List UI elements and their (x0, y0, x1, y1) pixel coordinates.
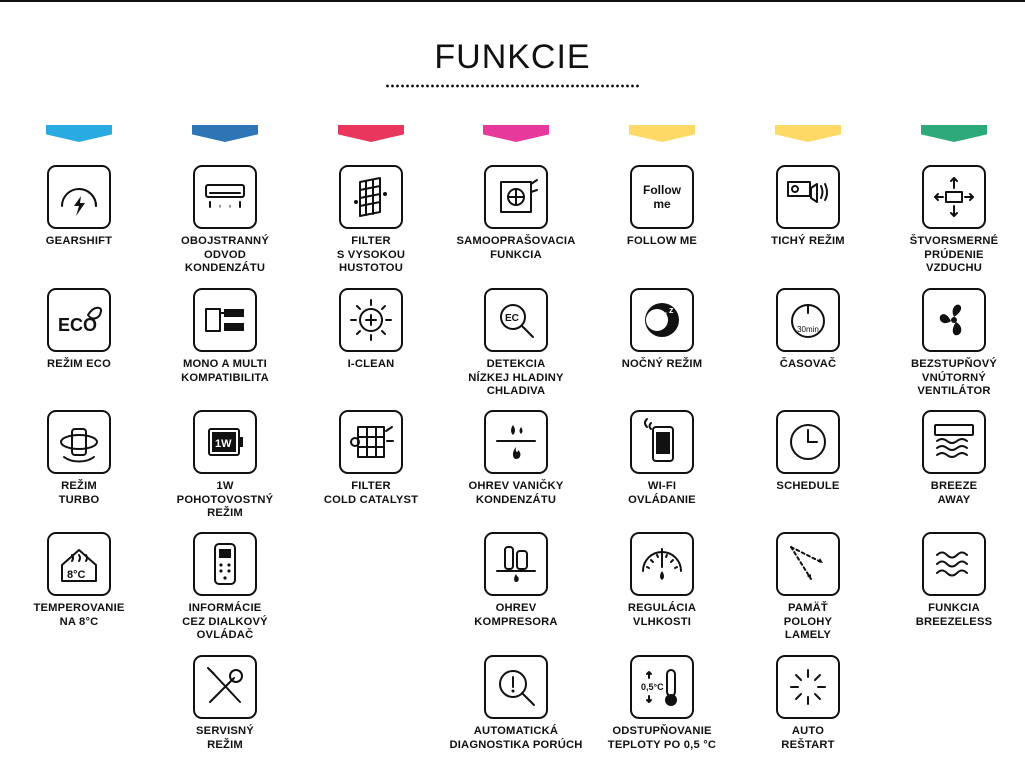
remote-control-icon (193, 532, 257, 596)
feature-label: REŽIM TURBO (58, 480, 100, 506)
feature-label: MONO A MULTI KOMPATIBILITA (181, 358, 269, 384)
feature-column (6, 125, 152, 765)
feature-label: FUNKCIA BREEZELESS (915, 602, 993, 628)
feature-item (443, 410, 589, 507)
color-ribbon (338, 125, 404, 142)
feature-item (152, 288, 298, 385)
color-ribbon (192, 125, 258, 142)
gearshift-icon (47, 165, 111, 229)
feature-item (152, 165, 298, 276)
thermometer-icon (630, 655, 694, 719)
svg-text:ECO: ECO (58, 315, 98, 335)
phone-wifi-icon (630, 410, 694, 474)
feature-column (298, 125, 444, 765)
svg-text:Follow: Follow (643, 183, 681, 197)
feature-label: FILTER S VYSOKOU HUSTOTOU (336, 235, 406, 275)
svg-text:0,5°C: 0,5°C (641, 682, 664, 692)
feature-label: REGULÁCIA VLHKOSTI (627, 602, 697, 628)
feature-column (881, 125, 1025, 765)
feature-item (298, 165, 444, 276)
feature-label: REŽIM ECO (47, 358, 111, 370)
feature-item (6, 288, 152, 372)
feature-label: WI-FI OVLÁDANIE (628, 480, 696, 506)
feature-item (589, 410, 735, 507)
breeze-away-icon (922, 410, 986, 474)
four-way-airflow-icon (922, 165, 986, 229)
humidity-gauge-icon (630, 532, 694, 596)
quiet-mode-icon (776, 165, 840, 229)
battery-1w-icon (193, 410, 257, 474)
feature-label: ČASOVAČ (779, 358, 837, 370)
feature-column (152, 125, 298, 765)
color-ribbon (775, 125, 841, 142)
feature-label: ŠTVORSMERNÉ PRÚDENIE VZDUCHU (909, 235, 999, 275)
compressor-heater-icon (484, 532, 548, 596)
feature-label: OHREV KOMPRESORA (474, 602, 558, 628)
feature-label: I-CLEAN (347, 358, 395, 370)
feature-label: NOČNÝ REŽIM (621, 358, 703, 370)
feature-item (735, 165, 881, 249)
follow-me-icon (630, 165, 694, 229)
louver-memory-icon (776, 532, 840, 596)
feature-item (152, 532, 298, 643)
i-clean-icon (339, 288, 403, 352)
color-ribbon (629, 125, 695, 142)
svg-text:30min: 30min (797, 325, 819, 334)
feature-item (298, 410, 444, 507)
feature-label: SERVISNÝ REŽIM (196, 725, 254, 751)
feature-item (735, 532, 881, 643)
feature-label: BEZSTUPŇOVÝ VNÚTORNÝ VENTILÁTOR (910, 358, 998, 398)
indoor-fan-icon (922, 288, 986, 352)
self-cleaning-fan-icon (484, 165, 548, 229)
feature-label: TICHÝ REŽIM (771, 235, 845, 247)
color-ribbon (921, 125, 987, 142)
clock-icon (776, 410, 840, 474)
feature-item (298, 288, 444, 372)
feature-label: OBOJSTRANNÝ ODVOD KONDENZÁTU (181, 235, 269, 275)
ac-drain-icon (193, 165, 257, 229)
feature-item (152, 410, 298, 521)
color-ribbon (46, 125, 112, 142)
feature-item (152, 655, 298, 752)
feature-label: OHREV VANIČKY KONDENZÁTU (468, 480, 564, 506)
feature-item (589, 532, 735, 629)
turbo-icon (47, 410, 111, 474)
house-8c-icon (47, 532, 111, 596)
feature-column (735, 125, 881, 765)
feature-item (589, 288, 735, 372)
drip-tray-heater-icon (484, 410, 548, 474)
multi-split-icon (193, 288, 257, 352)
feature-label: AUTO REŠTART (781, 725, 835, 751)
feature-item (6, 165, 152, 249)
breezeless-icon (922, 532, 986, 596)
feature-label: SAMOOPRAŠOVACIA FUNKCIA (456, 235, 576, 261)
color-ribbon (483, 125, 549, 142)
feature-label: SCHEDULE (776, 480, 840, 492)
feature-item (881, 410, 1025, 507)
feature-label: ODSTUPŇOVANIE TEPLOTY PO 0,5 °C (607, 725, 717, 751)
moon-sleep-icon (630, 288, 694, 352)
dense-filter-icon (339, 165, 403, 229)
feature-item (881, 165, 1025, 276)
feature-item (443, 655, 589, 752)
feature-item (443, 532, 589, 629)
svg-text:me: me (653, 197, 671, 211)
feature-item (6, 532, 152, 629)
eco-icon (47, 288, 111, 352)
top-border (0, 0, 1025, 2)
feature-label: DETEKCIA NÍZKEJ HLADINY CHLADIVA (468, 358, 564, 398)
wrench-screwdriver-icon (193, 655, 257, 719)
feature-label: INFORMÁCIE CEZ DIALKOVÝ OVLÁDAČ (182, 602, 268, 642)
feature-label: FILTER COLD CATALYST (323, 480, 419, 506)
cold-catalyst-icon (339, 410, 403, 474)
feature-item (589, 165, 735, 249)
page-title: FUNKCIE (434, 38, 591, 76)
ec-magnifier-icon (484, 288, 548, 352)
feature-item (881, 288, 1025, 399)
feature-item (6, 410, 152, 507)
feature-item (589, 655, 735, 752)
feature-item (735, 655, 881, 752)
diagnostics-magnifier-icon (484, 655, 548, 719)
auto-restart-icon (776, 655, 840, 719)
feature-item (881, 532, 1025, 629)
feature-label: GEARSHIFT (45, 235, 113, 247)
feature-item (443, 288, 589, 399)
feature-item (735, 410, 881, 494)
timer-icon (776, 288, 840, 352)
svg-text:z: z (663, 310, 667, 319)
feature-label: BREEZE AWAY (930, 480, 978, 506)
svg-text:z: z (669, 305, 674, 315)
svg-text:1W: 1W (215, 438, 232, 450)
feature-item (735, 288, 881, 372)
svg-text:8°C: 8°C (67, 569, 86, 581)
feature-column (443, 125, 589, 765)
title-dotted-underline (385, 84, 640, 88)
feature-item (443, 165, 589, 262)
feature-label: AUTOMATICKÁ DIAGNOSTIKA PORÚCH (449, 725, 583, 751)
feature-label: TEMPEROVANIE NA 8°C (33, 602, 125, 628)
feature-column (589, 125, 735, 765)
feature-label: 1W POHOTOVOSTNÝ REŽIM (176, 480, 274, 520)
feature-label: PAMÄŤ POLOHY LAMELY (783, 602, 833, 642)
svg-text:EC: EC (505, 313, 519, 324)
feature-label: FOLLOW ME (626, 235, 698, 247)
